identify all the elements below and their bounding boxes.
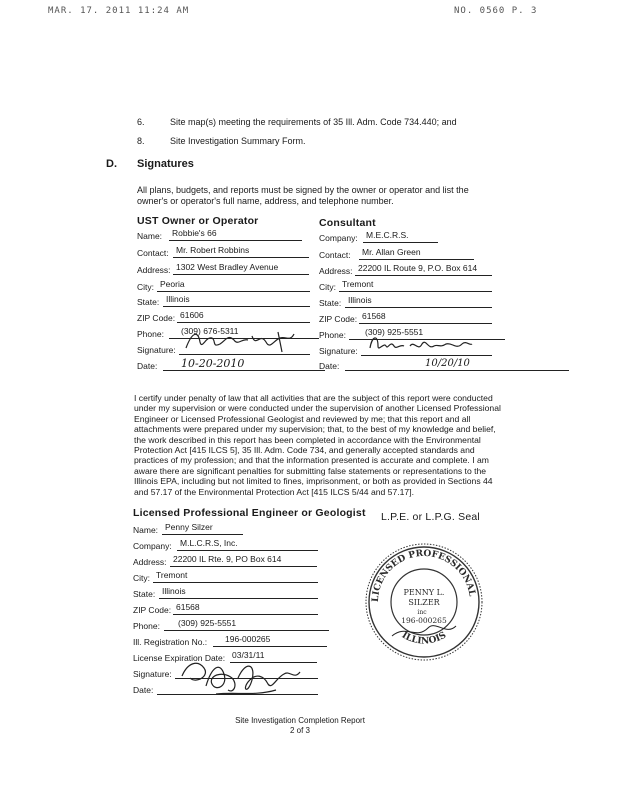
owner-phone-value[interactable]: (309) 676-5311 [169, 326, 319, 339]
consultant-company-value[interactable]: M.E.C.R.S. [363, 230, 438, 243]
owner-date-value[interactable]: 10-20-2010 [163, 358, 325, 371]
owner-name-value[interactable]: Robbie's 66 [169, 228, 302, 241]
intro-text: All plans, budgets, and reports must be signed by the owner or operator and list the owner's or operator's full name, address, and telephone number. [137, 185, 469, 206]
lpe-name-value[interactable]: Penny Silzer [162, 522, 243, 535]
seal-surname: SILZER [408, 598, 440, 607]
fax-header-left: MAR. 17. 2011 11:24 AM [48, 6, 190, 16]
list-item-text: Site map(s) meeting the requirements of 35 Ill. Adm. Code 734.440; and [170, 117, 457, 127]
seal-heading: L.P.E. or L.P.G. Seal [381, 511, 480, 523]
seal-bottom-text: ILLINOIS [399, 630, 449, 647]
seal-top-text: LICENSED PROFESSIONAL [370, 548, 477, 603]
consultant-zip-field: ZIP Code: 61568 [319, 314, 357, 324]
owner-contact-value[interactable]: Mr. Robert Robbins [173, 245, 309, 258]
list-item-number: 8. [137, 136, 145, 146]
lpe-signature-field: Signature: [133, 669, 172, 679]
consultant-heading: Consultant [319, 217, 376, 229]
lpe-state-value[interactable]: Illinois [159, 586, 318, 599]
lpe-phone-value[interactable]: (309) 925-5551 [164, 618, 329, 631]
owner-zip-field: ZIP Code: 61606 [137, 313, 175, 323]
owner-address-value[interactable]: 1302 West Bradley Avenue [173, 262, 309, 275]
consultant-state-field: State: Illinois [319, 298, 341, 308]
list-item-text: Site Investigation Summary Form. [170, 136, 306, 146]
owner-signature-field: Signature: [137, 345, 176, 355]
owner-city-field: City: Peoria [137, 282, 154, 292]
owner-state-field: State: Illinois [137, 297, 159, 307]
lpe-zip-field: ZIP Code: 61568 [133, 605, 171, 615]
owner-phone-field: Phone: (309) 676-5311 [137, 329, 164, 339]
consultant-address-field: Address: 22200 IL Route 9, P.O. Box 614 [319, 266, 353, 276]
lpe-address-value[interactable]: 22200 IL Rte. 9, PO Box 614 [170, 554, 317, 567]
consultant-phone-value[interactable]: (309) 925-5551 [349, 327, 505, 340]
consultant-contact-field: Contact: Mr. Allan Green [319, 250, 351, 260]
section-title: Signatures [137, 158, 194, 170]
consultant-city-value[interactable]: Tremont [339, 279, 492, 292]
owner-heading: UST Owner or Operator [137, 215, 259, 227]
seal-graphic [362, 540, 486, 664]
consultant-company-field: Company: M.E.C.R.S. [319, 233, 358, 243]
list-item-number: 6. [137, 117, 145, 127]
seal-name: PENNY L. [403, 588, 445, 597]
lpe-signature-scribble [176, 656, 306, 698]
lpe-heading: Licensed Professional Engineer or Geologist [133, 507, 366, 519]
owner-name-field: Name: Robbie's 66 [137, 231, 162, 241]
consultant-contact-value[interactable]: Mr. Allan Green [359, 247, 474, 260]
owner-address-field: Address: 1302 West Bradley Avenue [137, 265, 171, 275]
owner-signature-scribble [182, 328, 302, 354]
lpe-zip-value[interactable]: 61568 [173, 602, 318, 615]
lpe-address-field: Address: 22200 IL Rte. 9, PO Box 614 [133, 557, 167, 567]
lpe-company-field: Company: M.L.C.R.S, Inc. [133, 541, 172, 551]
lpe-registration-field: Ill. Registration No.: 196-000265 [133, 637, 207, 647]
lpe-company-value[interactable]: M.L.C.R.S, Inc. [177, 538, 318, 551]
consultant-phone-field: Phone: (309) 925-5551 [319, 330, 346, 340]
owner-date-field: Date: 10-20-2010 [137, 361, 157, 371]
lpe-date-field: Date: [133, 685, 153, 695]
consultant-date-value[interactable]: 10/20/10 [345, 358, 569, 371]
footer-title: Site Investigation Completion Report [235, 716, 365, 725]
consultant-signature-field: Signature: [319, 346, 358, 356]
owner-state-value[interactable]: Illinois [163, 294, 310, 307]
lpe-city-field: City: Tremont [133, 573, 150, 583]
lpe-expiration-value[interactable]: 03/31/11 [230, 650, 317, 663]
seal-suffix: inc [417, 609, 427, 616]
consultant-zip-value[interactable]: 61568 [359, 311, 492, 324]
consultant-address-value[interactable]: 22200 IL Route 9, P.O. Box 614 [355, 263, 492, 276]
consultant-signature-scribble [366, 332, 476, 354]
professional-seal [362, 540, 486, 664]
consultant-city-field: City: Tremont [319, 282, 336, 292]
consultant-state-value[interactable]: Illinois [345, 295, 492, 308]
lpe-expiration-field: License Expiration Date: 03/31/11 [133, 653, 225, 663]
fax-header-right: NO. 0560 P. 3 [454, 6, 538, 16]
lpe-phone-field: Phone: (309) 925-5551 [133, 621, 160, 631]
owner-zip-value[interactable]: 61606 [177, 310, 310, 323]
lpe-name-field: Name: Penny Silzer [133, 525, 158, 535]
certification-text: I certify under penalty of law that all activities that are the subject of this report were conducted under my supervision or were conducted under the supervision of another Licensed Professional Engineer or Licensed Professional Geologist and reviewed by me; that this report and all attachments were prepared under my supervision; that, to the best of my knowledge and belief, the work described in this report has been completed in accordance with the Environmental Protection Act [415 ILCS 5], 35 Ill. Adm. Code 734, and generally accepted standards and practices of my profession; and that the information presented is accurate and complete. I am aware there are significant penalties for submitting false statements or representations to the Illinois EPA, including but not limited to fines, imprisonment, or both as provided in Sections 44 and 57.17 of the Environmental Protection Act [415 ILCS 5/44 and 57.17]. [134, 393, 501, 497]
lpe-registration-value[interactable]: 196-000265 [213, 634, 327, 647]
owner-contact-field: Contact: Mr. Robert Robbins [137, 248, 169, 258]
section-letter: D. [106, 158, 117, 170]
seal-code: 196-000265 [401, 616, 447, 625]
consultant-date-field: Date: 10/20/10 [319, 361, 339, 371]
lpe-city-value[interactable]: Tremont [153, 570, 318, 583]
footer-page: 2 of 3 [289, 726, 310, 735]
owner-city-value[interactable]: Peoria [157, 279, 310, 292]
lpe-state-field: State: Illinois [133, 589, 155, 599]
